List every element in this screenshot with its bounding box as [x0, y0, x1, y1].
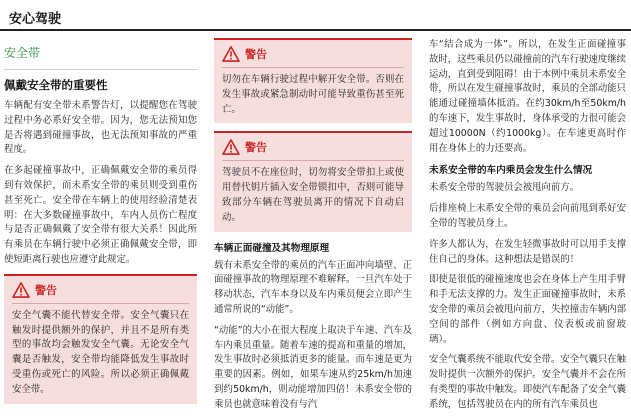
- section-title: 安全带: [4, 46, 41, 60]
- paragraph: “动能”的大小在很大程度上取决于车速、汽车及车内乘员重量。随着车速的提高和重量的增加，发生事故时必须抵消更多的能量。而车速是更为重要的因素。例如，如果车速从约25km/h加速到约50km/h，则动能增加四倍！未系安全带的乘员也就意味着没有与汽: [214, 324, 412, 410]
- heading-frontal-collision: 车辆正面碰撞及其物理原理: [214, 242, 330, 254]
- paragraph: 许多人都认为，在发生轻微事故时可以用手支撑住自己的身体。这种想法是错误的！: [429, 238, 626, 265]
- warning-header: [222, 46, 404, 62]
- column-1: [4, 38, 197, 412]
- paragraph: 车“结合成为一体”。所以，在发生正面碰撞事故时，这些乘员仍以碰撞前的汽车行驶速度继续运动，直到受到阻碍！由于本例中乘员未系安全带，所以在发生碰撞事故时，乘员的全部动能只能通过碰撞墙体抵消。在约30km/h至50km/h的车速下，发生事故时，身体承受的力很可能会超过10000N（约1000kg）。在车速更高时作用在身体上的力还要高。: [429, 39, 626, 154]
- warning-label: 警告: [245, 48, 267, 61]
- warning-label: 警告: [35, 283, 57, 297]
- heading-unbelted-occupants: 未系安全带的车内乘员会发生什么情况: [429, 165, 593, 177]
- paragraph: 车辆配有安全带未系警告灯，以提醒您在驾驶过程中务必系好安全带。因为，您无法预知您是否将遇到碰撞事故，也无法预知事故的严重程度。: [4, 100, 197, 156]
- paragraph: 未系安全带的驾驶员会被甩向前方。: [429, 182, 580, 194]
- column-3: [429, 38, 626, 419]
- paragraph: 后排座椅上未系安全带的乘员会向前甩到系好安全带的驾驶员身上。: [429, 203, 626, 229]
- warning-box: [214, 38, 412, 123]
- warning-divider: [222, 67, 404, 68]
- paragraph: 安全气囊系统不能取代安全带。安全气囊只在触发时提供一次额外的保护。安全气囊并不会在所有类型的事故中触发。即使汽车配备了安全气囊系统，包括驾驶员在内的所有汽车乘员也: [429, 354, 626, 410]
- paragraph: 载有未系安全带的乘员的汽车正面冲向墙壁、正面碰撞事故的物理原理不难解释。一旦汽车处于移动状态，汽车本身以及车内乘员便会立即产生通常所说的“动能”。: [214, 259, 412, 315]
- warning-header: [222, 139, 404, 155]
- warning-box: [4, 274, 197, 404]
- warning-box: [214, 131, 412, 231]
- warning-triangle-icon: [222, 46, 240, 62]
- warning-triangle-icon: [12, 282, 30, 298]
- warning-label: 警告: [245, 141, 267, 155]
- page-header: [0, 0, 631, 30]
- warning-text: 驾驶员不在座位时，切勿将安全带扣上或使用替代钥片插入安全带锁扣中，否则可能导致部分车辆在驾驶员离开的情况下自动启动。: [222, 167, 404, 223]
- warning-header: [12, 282, 189, 298]
- warning-divider: [222, 160, 404, 161]
- warning-text: 安全气囊不能代替安全带。安全气囊只在触发时提供额外的保护，并且不是所有类型的事故均会触发安全气囊。无论安全气囊是否触发，安全带均能降低发生事故时受重伤或死亡的风险。所以必须正确佩戴安全带。: [12, 309, 189, 395]
- header-rule: [0, 29, 631, 31]
- warning-divider: [12, 303, 189, 304]
- heading-seatbelt-importance: 佩戴安全带的重要性: [4, 78, 108, 92]
- warning-triangle-icon: [222, 139, 240, 155]
- page-title: 安心驾驶: [9, 12, 62, 27]
- paragraph: 在多起碰撞事故中，正确佩戴安全带的乘员得到有效保护，而未系安全带的乘员则受到重伤甚至死亡。安全带在车辆上的使用经验清楚表明：在大多数碰撞事故中，车内人员伤亡程度与是否正确佩戴了安全带有很大关系！因此所有乘员在车辆行驶中必须正确佩戴安全带，即使短距离行驶也应遵守此规定。: [4, 165, 197, 265]
- section-divider: [4, 69, 197, 70]
- warning-text: 切勿在车辆行驶过程中解开安全带。否则在发生事故或紧急制动时可能导致重伤甚至死亡。: [222, 74, 404, 115]
- paragraph: 即使是很低的碰撞速度也会在身体上产生用手臂和手无法支撑的力。发生正面碰撞事故时，未系安全带的乘员会被甩向前方，失控撞击车辆内部空间的部件（例如方向盘、仪表板或前窗玻璃）。: [429, 274, 626, 345]
- column-2: [214, 38, 412, 419]
